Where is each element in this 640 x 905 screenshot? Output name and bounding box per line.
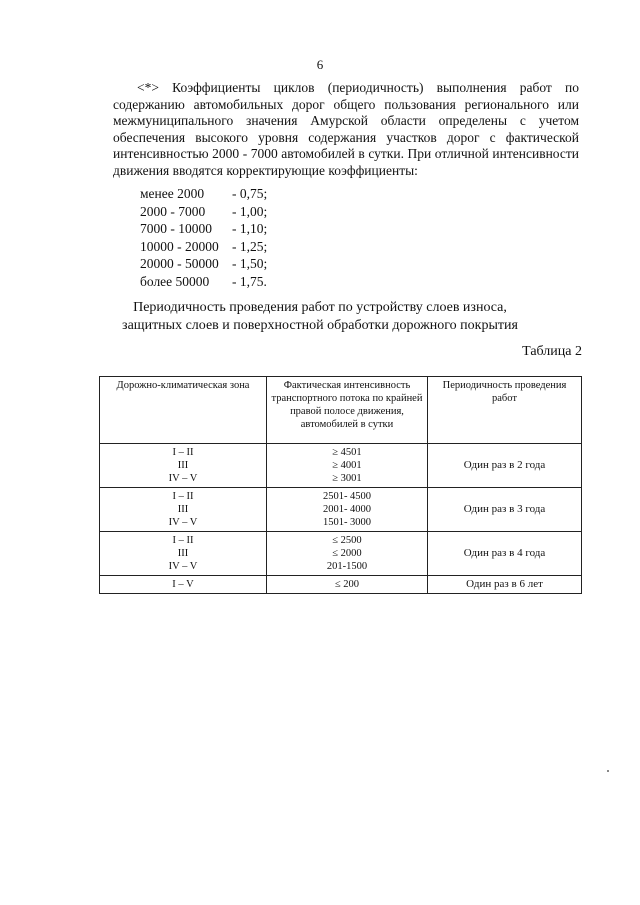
coefficient-list bbox=[140, 185, 267, 290]
intensity-value: 201-1500 bbox=[326, 561, 368, 572]
table-row bbox=[100, 488, 582, 532]
zone-value: I – II bbox=[172, 535, 194, 546]
period-cell: Один раз в 4 года bbox=[428, 532, 582, 576]
coefficient-range: 10000 - 20000 bbox=[140, 238, 219, 254]
coefficient-value: - 1,10; bbox=[232, 221, 268, 236]
intensity-value: ≥ 4001 bbox=[332, 460, 362, 471]
table-row bbox=[100, 576, 582, 594]
period-cell: Один раз в 2 года bbox=[428, 444, 582, 488]
intensity-value: ≥ 3001 bbox=[332, 473, 362, 484]
intensity-value: 2001- 4000 bbox=[322, 504, 372, 515]
footnote bbox=[113, 80, 579, 179]
zone-cell bbox=[100, 444, 267, 488]
intensity-value: ≤ 2000 bbox=[332, 548, 362, 559]
coefficient-value: - 1,25; bbox=[232, 238, 268, 254]
intensity-cell bbox=[267, 488, 428, 532]
coefficient-row bbox=[140, 238, 267, 256]
zone-value: III bbox=[177, 548, 189, 559]
header-zone: Дорожно-климатическая зона bbox=[100, 377, 267, 444]
coefficient-value: - 0,75; bbox=[232, 186, 268, 201]
coefficient-value: - 1,00; bbox=[232, 203, 268, 219]
heading-line-1: Периодичность проведения работ по устройству слоев износа, bbox=[133, 300, 507, 315]
intensity-value: 2501- 4500 bbox=[322, 491, 372, 502]
zone-cell bbox=[100, 488, 267, 532]
zone-value: III bbox=[177, 504, 189, 515]
coefficient-range: 20000 - 50000 bbox=[140, 256, 219, 271]
coefficient-row bbox=[140, 273, 267, 291]
page-number: 6 bbox=[316, 57, 324, 72]
zone-value: I – II bbox=[172, 447, 194, 458]
header-period: Периодичность проведения работ bbox=[428, 377, 582, 444]
intensity-cell bbox=[267, 576, 428, 594]
table-label: Таблица 2 bbox=[522, 344, 582, 359]
zone-cell bbox=[100, 576, 267, 594]
coefficient-row bbox=[140, 185, 267, 203]
table-header-row bbox=[100, 377, 582, 444]
zone-value: IV – V bbox=[168, 561, 198, 572]
zone-value: IV – V bbox=[168, 517, 198, 528]
intensity-value: ≥ 4501 bbox=[332, 447, 362, 458]
coefficient-row bbox=[140, 203, 267, 221]
intensity-value: 1501- 3000 bbox=[322, 517, 372, 528]
table-row bbox=[100, 444, 582, 488]
zone-value: I – V bbox=[172, 579, 194, 590]
heading-line-2: защитных слоев и поверхностной обработки дорожного покрытия bbox=[122, 318, 518, 333]
scan-speck bbox=[607, 770, 609, 772]
header-intensity: Фактическая интенсивность транспортного потока по крайней правой полосе движения, автомобилей в сутки bbox=[267, 377, 428, 444]
coefficient-range: 2000 - 7000 bbox=[140, 203, 206, 219]
zone-cell bbox=[100, 532, 267, 576]
intensity-value: ≤ 2500 bbox=[332, 535, 362, 546]
table-row bbox=[100, 532, 582, 576]
intensity-value: ≤ 200 bbox=[334, 579, 360, 590]
coefficient-row bbox=[140, 220, 267, 238]
coefficient-row bbox=[140, 255, 267, 273]
section-heading bbox=[0, 299, 640, 335]
coefficient-value: - 1,50; bbox=[232, 256, 268, 271]
intensity-cell bbox=[267, 532, 428, 576]
zone-value: IV – V bbox=[168, 473, 198, 484]
zone-value: III bbox=[177, 460, 189, 471]
period-cell: Один раз в 3 года bbox=[428, 488, 582, 532]
coefficient-value: - 1,75. bbox=[232, 273, 267, 289]
coefficient-range: менее 2000 bbox=[140, 186, 205, 201]
intensity-cell bbox=[267, 444, 428, 488]
coefficient-range: более 50000 bbox=[140, 273, 210, 289]
zone-value: I – II bbox=[172, 491, 194, 502]
coefficient-range: 7000 - 10000 bbox=[140, 221, 212, 236]
period-cell: Один раз в 6 лет bbox=[428, 576, 582, 594]
footnote-text: <*> Коэффициенты циклов (периодичность) выполнения работ по содержанию автомобильных дорог общего пользования регионального или межмуниципального значения Амурской области определены с учетом обеспечения высокого уровня содержания участков дорог с фактической интенсивностью 2000 - 7000 автомобилей в сутки. При отличной интенсивности движения вводятся корректирующие коэффициенты: bbox=[113, 80, 579, 178]
periodicity-table bbox=[99, 376, 582, 594]
